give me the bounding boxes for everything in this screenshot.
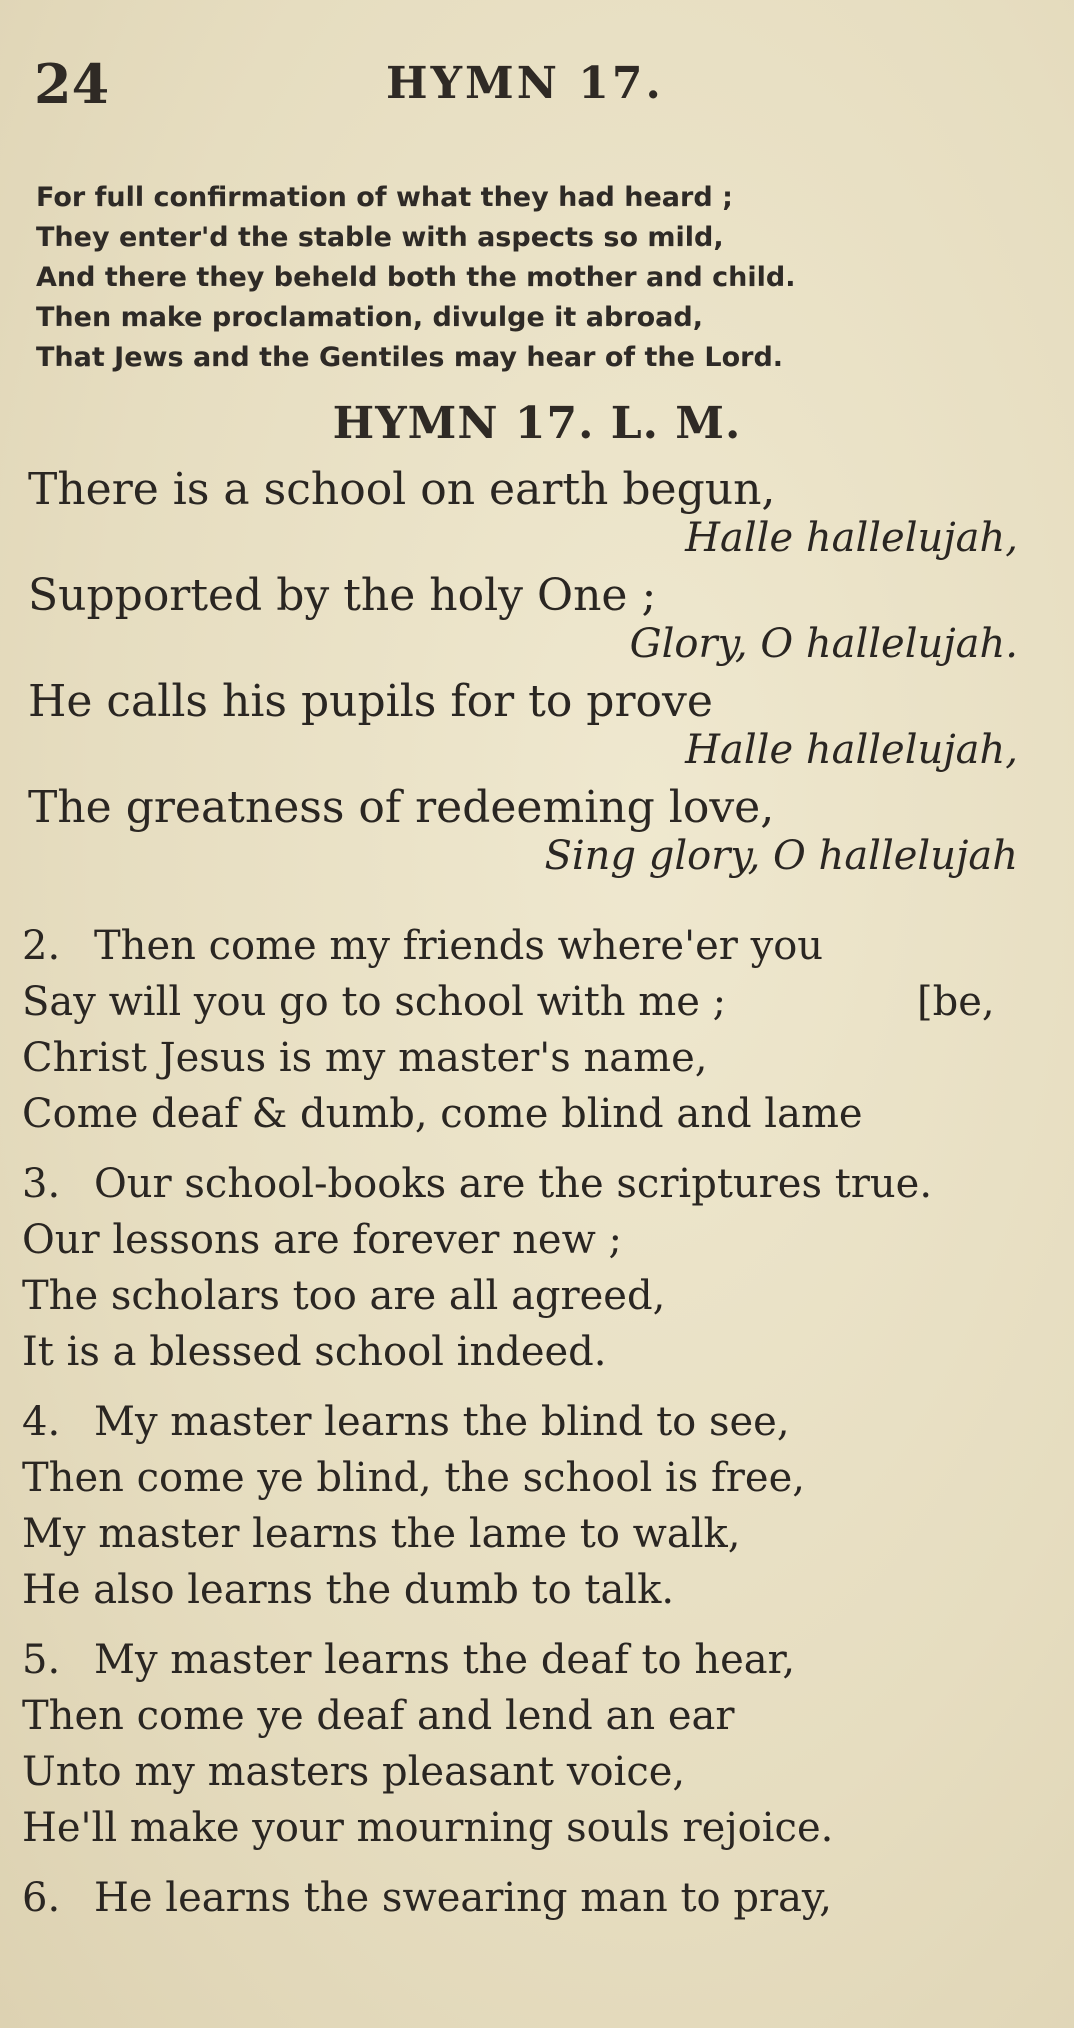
line-text: My master learns the deaf to hear, bbox=[94, 1637, 796, 1683]
refrain-line: Glory, O hallelujah. bbox=[629, 621, 1018, 667]
stanza-line bbox=[22, 974, 1052, 1030]
verse-line: And there they beheld both the mother and child. bbox=[36, 262, 796, 293]
verse-line: For full confirmation of what they had heard ; bbox=[36, 182, 733, 213]
stanza-line: Our lessons are forever new ; bbox=[22, 1217, 622, 1263]
stanza-line bbox=[22, 918, 1052, 974]
line-pair bbox=[28, 780, 1048, 886]
refrain-line: Halle hallelujah, bbox=[685, 727, 1018, 773]
line-pair bbox=[28, 462, 1048, 568]
stanza-line bbox=[22, 1394, 1052, 1450]
stanza-line bbox=[22, 1156, 1052, 1212]
stanza-line: He calls his pupils for to prove bbox=[28, 676, 713, 727]
page-number: 24 bbox=[34, 52, 110, 116]
stanza-line: There is a school on earth begun, bbox=[28, 464, 776, 515]
stanza-line: The scholars too are all agreed, bbox=[22, 1273, 666, 1319]
stanza-line: Unto my masters pleasant voice, bbox=[22, 1749, 686, 1795]
stanza-2 bbox=[22, 918, 1052, 1142]
verse-line: Then make proclamation, divulge it abroad, bbox=[36, 302, 703, 333]
line-text: My master learns the blind to see, bbox=[94, 1399, 790, 1445]
page-header bbox=[34, 52, 1014, 122]
stanza-number: 4. bbox=[22, 1399, 61, 1445]
stanza-line: My master learns the lame to walk, bbox=[22, 1511, 741, 1557]
stanza-5 bbox=[22, 1632, 1052, 1856]
stanza-line bbox=[22, 1632, 1052, 1688]
line-text: Our school-books are the scriptures true. bbox=[94, 1161, 933, 1207]
turnover-text: [be, bbox=[917, 979, 995, 1025]
stanza-line: The greatness of redeeming love, bbox=[28, 782, 775, 833]
stanza-line: He also learns the dumb to talk. bbox=[22, 1567, 675, 1613]
stanza-number: 2. bbox=[22, 923, 61, 969]
stanza-number: 6. bbox=[22, 1875, 61, 1921]
stanza-line: He'll make your mourning souls rejoice. bbox=[22, 1805, 834, 1851]
stanza-line: Then come ye blind, the school is free, bbox=[22, 1455, 805, 1501]
stanza-line: Then come ye deaf and lend an ear bbox=[22, 1693, 735, 1739]
stanza-line: Come deaf & dumb, come blind and lame bbox=[22, 1091, 863, 1137]
line-pair bbox=[28, 568, 1048, 674]
stanza-3 bbox=[22, 1156, 1052, 1380]
line-text: He learns the swearing man to pray, bbox=[94, 1875, 832, 1921]
line-text: Then come my friends where'er you bbox=[94, 923, 824, 969]
verse-line: They enter'd the stable with aspects so mild, bbox=[36, 222, 724, 253]
running-head: HYMN 17. bbox=[386, 58, 664, 109]
line-pair bbox=[28, 674, 1048, 780]
stanza-line: It is a blessed school indeed. bbox=[22, 1329, 607, 1375]
line-text: Say will you go to school with me ; bbox=[22, 979, 727, 1025]
verse-line: That Jews and the Gentiles may hear of the Lord. bbox=[36, 342, 784, 373]
stanza-line: Supported by the holy One ; bbox=[28, 570, 657, 621]
previous-hymn-ending bbox=[36, 178, 1016, 378]
stanza-number: 5. bbox=[22, 1637, 61, 1683]
stanza-4 bbox=[22, 1394, 1052, 1618]
refrain-line: Sing glory, O hallelujah bbox=[544, 833, 1018, 879]
refrain-line: Halle hallelujah, bbox=[685, 515, 1018, 561]
numbered-stanzas bbox=[22, 918, 1052, 1940]
hymn-title: HYMN 17. L. M. bbox=[332, 398, 742, 449]
stanza-number: 3. bbox=[22, 1161, 61, 1207]
stanza-1 bbox=[28, 462, 1048, 886]
stanza-6 bbox=[22, 1870, 1052, 1926]
stanza-line: Christ Jesus is my master's name, bbox=[22, 1035, 708, 1081]
stanza-line bbox=[22, 1870, 1052, 1926]
